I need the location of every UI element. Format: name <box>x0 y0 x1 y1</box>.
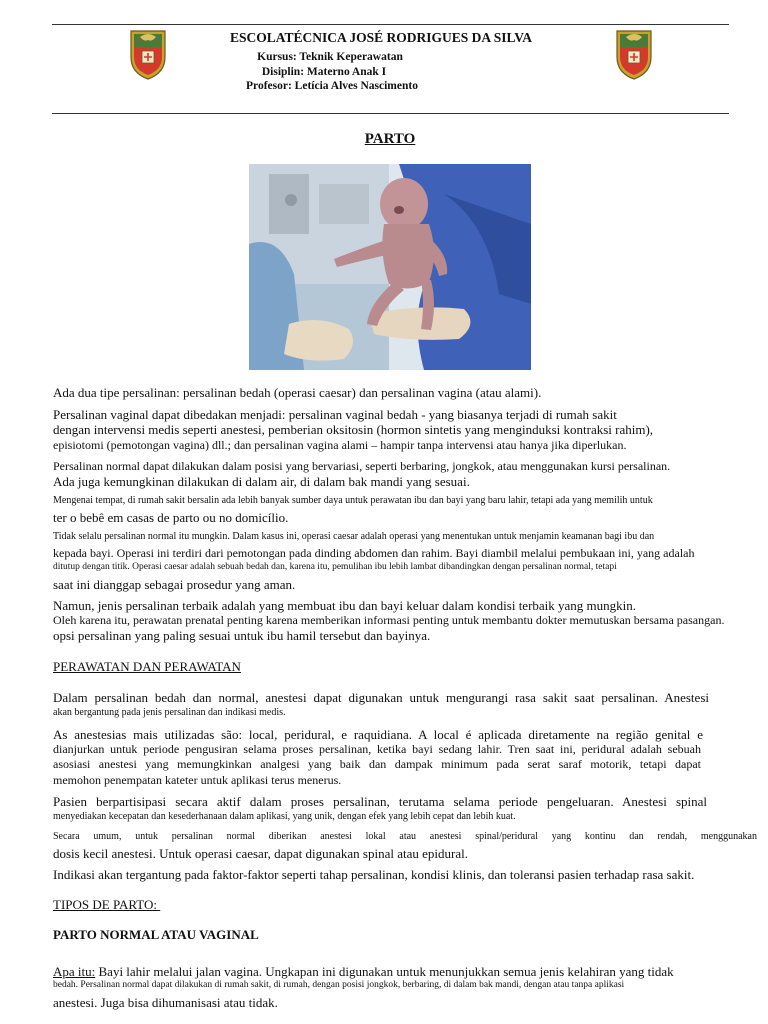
paragraph-positions-line-4: ter o bebê em casas de parto ou no domicílio. <box>53 510 289 525</box>
paragraph-normal-line-1 <box>53 965 765 978</box>
paragraph-spinal-line-2: menyediakan kecepatan dan kesederhanaan dalam aplikasi, yang unik, dengan efek yang lebih cepat dan lebih kuat. <box>53 811 516 822</box>
professor-line: Profesor: Letícia Alves Nascimento <box>246 80 418 92</box>
paragraph-positions-line-2: Ada juga kemungkinan dilakukan di dalam air, di dalam bak mandi yang sesuai. <box>53 474 470 489</box>
paragraph-positions-line-1: Persalinan normal dapat dilakukan dalam posisi yang bervariasi, seperti berbaring, jongkok, atau menggunakan kursi persalinan. <box>53 459 671 473</box>
paragraph-caesar-line-2: kepada bayi. Operasi ini terdiri dari pemotongan pada dinding abdomen dan rahim. Bayi diambil melalui pembukaan ini, yang adalah <box>53 546 695 560</box>
header-bottom-rule <box>52 113 729 114</box>
paragraph-caesar-line-4: saat ini dianggap sebagai prosedur yang aman. <box>53 577 296 592</box>
paragraph-general-line-2: dosis kecil anestesi. Untuk operasi caesar, dapat digunakan spinal atau epidural. <box>53 846 468 861</box>
paragraph-vaginal-line-3: episiotomi (pemotongan vagina) dll.; dan persalinan vagina alami – hampir tanpa intervensi atau hanya jika diperlukan. <box>53 438 627 452</box>
section-heading-types: TIPOS DE PARTO: <box>53 897 161 912</box>
label-what-is: Apa itu: <box>53 964 96 979</box>
paragraph-types-anesthesia-line-2: dianjurkan untuk periode pengusiran selama proses persalinan, ketika bayi sedang lahir. Tren saat ini, peridural adalah sebuah <box>53 742 701 756</box>
school-name: ESCOLATÉCNICA JOSÉ RODRIGUES DA SILVA <box>229 30 533 45</box>
paragraph-caesar-line-3: ditutup dengan titik. Operasi caesar adalah sebuah bedah dan, karena itu, pemulihan ibu lebih lambat dibandingkan dengan persalinan normal, tetapi <box>53 562 617 572</box>
paragraph-indications: Indikasi akan tergantung pada faktor-faktor seperti tahap persalinan, kondisi klinis, dan toleransi pasien terhadap rasa sakit. <box>53 867 695 882</box>
paragraph-best-delivery-line-3: opsi persalinan yang paling sesuai untuk ibu hamil tersebut dan bayinya. <box>53 628 431 643</box>
paragraph-anesthesia-line-1: Dalam persalinan bedah dan normal, anestesi dapat digunakan untuk mengurangi rasa sakit saat persalinan. Anestesi <box>53 690 709 705</box>
newborn-photo <box>249 164 531 370</box>
course-line: Kursus: Teknik Keperawatan <box>257 51 403 63</box>
page-title: PARTO <box>364 131 416 147</box>
paragraph-best-delivery-line-1: Namun, jenis persalinan terbaik adalah yang membuat ibu dan bayi keluar dalam kondisi terbaik yang mungkin. <box>53 598 637 613</box>
paragraph-types-anesthesia-line-1: As anestesias mais utilizadas são: local, peridural, e raquidiana. A local é aplicada diretamente na região genital e <box>53 727 703 742</box>
paragraph-types-anesthesia-line-4: memohon penempatan kateter untuk aplikasi terus menerus. <box>53 773 342 787</box>
paragraph-positions-line-3: Mengenai tempat, di rumah sakit bersalin ada lebih banyak sumber daya untuk perawatan ibu dan bayi yang baru lahir, tetapi ada yang memilih untuk <box>53 495 653 506</box>
section-heading-care: PERAWATAN DAN PERAWATAN <box>53 659 241 674</box>
discipline-line: Disiplin: Materno Anak I <box>261 66 387 78</box>
header-top-rule <box>52 24 729 25</box>
paragraph-caesar-line-1: Tidak selalu persalinan normal itu mungkin. Dalam kasus ini, operasi caesar adalah operasi yang menentukan untuk menjamin keamanan bagi ibu dan <box>53 531 655 542</box>
paragraph-types-anesthesia-line-3: asosiasi anestesi yang memungkinkan analgesi yang baik dan dampak minimum pada serat saraf motorik, tetapi dapat <box>53 757 701 771</box>
paragraph-anesthesia-line-2: akan bergantung pada jenis persalinan dan indikasi medis. <box>53 707 286 718</box>
paragraph-spinal-line-1: Pasien berpartisipasi secara aktif dalam proses persalinan, terutama selama periode pengeluaran. Anestesi spinal <box>53 794 707 809</box>
normal-definition-text: Bayi lahir melalui jalan vagina. Ungkapan ini digunakan untuk menunjukkan semua jenis kelahiran yang tidak <box>95 964 674 979</box>
paragraph-general-line-1: Secara umum, untuk persalinan normal diberikan anestesi lokal atau anestesi spinal/peridural yang kontinu dan rendah, menggunakan <box>53 831 757 842</box>
paragraph-delivery-types: Ada dua tipe persalinan: persalinan bedah (operasi caesar) dan persalinan vagina (atau alami). <box>53 385 542 400</box>
paragraph-vaginal-line-1: Persalinan vaginal dapat dibedakan menjadi: persalinan vaginal bedah - yang biasanya terjadi di rumah sakit <box>53 407 617 422</box>
paragraph-vaginal-line-2: dengan intervensi medis seperti anestesi, pemberian oksitosin (hormon sintetis yang menginduksi kontraksi rahim), <box>53 422 654 437</box>
paragraph-best-delivery-line-2: Oleh karena itu, perawatan prenatal penting karena memberikan informasi penting untuk membantu dokter memutuskan bersama pasangan. <box>53 613 725 627</box>
section-heading-normal-birth: PARTO NORMAL ATAU VAGINAL <box>53 927 259 942</box>
paragraph-normal-line-2: bedah. Persalinan normal dapat dilakukan di rumah sakit, di rumah, dengan posisi jongkok, berbaring, di dalam bak mandi, dengan atau tanpa aplikasi <box>53 980 625 990</box>
paragraph-normal-line-3: anestesi. Juga bisa dihumanisasi atau tidak. <box>53 995 278 1010</box>
